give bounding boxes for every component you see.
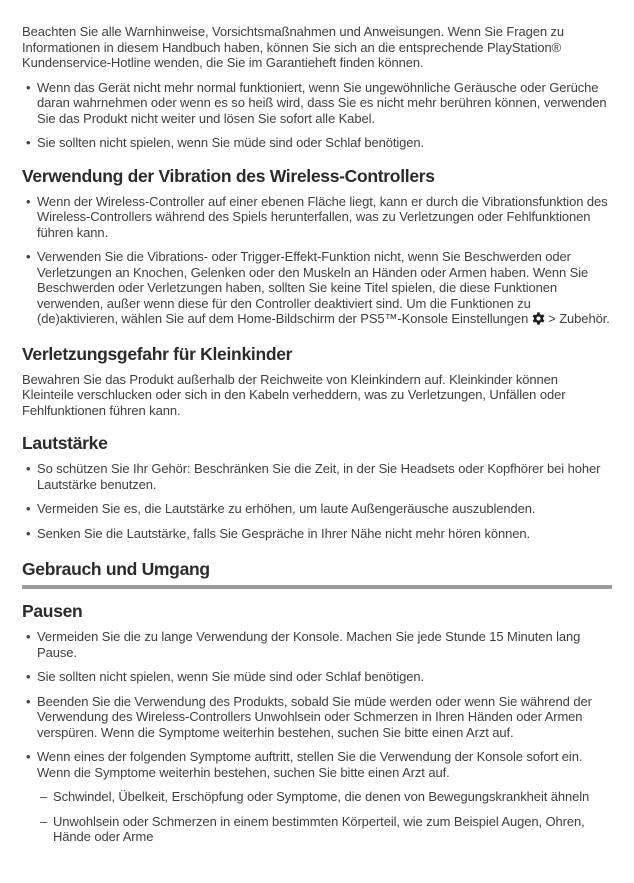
bullet-marker: • bbox=[26, 193, 31, 209]
intro-paragraph: Beachten Sie alle Warnhinweise, Vorsichtsmaßnahmen und Anweisungen. Wenn Sie Fragen zu Informationen in diesem Handbuch haben, können Sie sich an die entsprechende PlayStation® Kundenservice-Hotline wenden, die Sie im Garantieheft finden können. bbox=[22, 24, 565, 70]
sub-list-item-text: Schwindel, Übelkeit, Erschöpfung oder Symptome, die denen von Bewegungskrankheit ähneln bbox=[53, 789, 590, 804]
list-item bbox=[26, 80, 612, 127]
list-item-text: Beenden Sie die Verwendung des Produkts, sobald Sie müde werden oder wenn Sie während der Verwendung des Wireless-Controllers Unwohlsein oder Schmerzen in Ihren Händen oder Armen verspüren. Wenn die Symptome weiterhin bestehen, suchen Sie bitte einen Arzt auf. bbox=[37, 693, 592, 740]
bullet-marker: • bbox=[26, 461, 31, 476]
list-item bbox=[26, 629, 612, 660]
bullet-marker: • bbox=[26, 669, 31, 684]
list-item-text: So schützen Sie Ihr Gehör: Beschränken Sie die Zeit, in der Sie Headsets oder Kopfhörer bei hoher Lautstärke benutzen. bbox=[37, 461, 601, 492]
list-item-text: Vermeiden Sie die zu lange Verwendung der Konsole. Machen Sie jede Stunde 15 Minuten lang Pause. bbox=[37, 629, 581, 660]
section-heading-vibration: Verwendung der Vibration des Wireless-Controllers bbox=[22, 165, 435, 186]
list-item bbox=[26, 694, 612, 741]
kleinkinder-paragraph: Bewahren Sie das Produkt außerhalb der Reichweite von Kleinkindern auf. Kleinkinder können Kleinteile verschlucken oder sich in den Kabeln verheddern, was zu Verletzungen, Unfällen oder Fehlfunktionen führen kann. bbox=[22, 371, 566, 418]
section-heading-lautstaerke: Lautstärke bbox=[22, 433, 108, 453]
list-item bbox=[26, 135, 612, 151]
sub-list-item bbox=[40, 789, 612, 805]
list-item bbox=[26, 669, 612, 685]
list-item-text: Sie sollten nicht spielen, wenn Sie müde sind oder Schlaf benötigen. bbox=[37, 669, 425, 684]
list-item bbox=[26, 461, 612, 492]
chapter-heading-gebrauch: Gebrauch und Umgang bbox=[22, 559, 210, 579]
section-heading-kleinkinder: Verletzungsgefahr für Kleinkinder bbox=[22, 343, 293, 364]
list-item-text: Wenn das Gerät nicht mehr normal funktioniert, wenn Sie ungewöhnliche Geräusche oder Gerüche daran wahrnehmen oder wenn es so heiß wird, dass Sie es nicht mehr berühren können, verwenden Sie das Produkt nicht weiter und lösen Sie sofort alle Kabel. bbox=[37, 79, 607, 126]
bullet-marker: • bbox=[26, 249, 31, 264]
list-item bbox=[26, 501, 612, 517]
section-divider-rule bbox=[22, 585, 612, 589]
sub-list-item bbox=[40, 814, 612, 845]
bullet-marker: • bbox=[26, 629, 31, 644]
dash-marker: – bbox=[40, 813, 48, 829]
bullet-marker: • bbox=[26, 749, 31, 764]
list-item-text-before-icon: Verwenden Sie die Vibrations- oder Trigger-Effekt-Funktion nicht, wenn Sie Beschwerden oder Verletzungen an Knochen, Gelenken oder den Muskeln an Händen oder Armen haben. Wenn Sie Beschwerden oder Verletzungen haben, sollten Sie keine Titel spielen, die diese Funktionen verwenden, außer wenn diese für den Controller deaktiviert sind. Um die Funktionen zu (de)aktivieren, wählen Sie auf dem Home-Bildschirm der PS5™-Konsole Einstellungen bbox=[37, 249, 589, 326]
bullet-marker: • bbox=[26, 693, 31, 709]
list-item-text: Wenn eines der folgenden Symptome auftritt, stellen Sie die Verwendung der Konsole sofort ein. Wenn die Symptome weiterhin bestehen, suchen Sie bitte einen Arzt auf. bbox=[37, 749, 583, 780]
list-item-text: Senken Sie die Lautstärke, falls Sie Gespräche in Ihrer Nähe nicht mehr hören können. bbox=[37, 525, 531, 541]
list-item bbox=[26, 526, 612, 542]
bullet-marker: • bbox=[26, 79, 31, 95]
dash-marker: – bbox=[40, 789, 48, 804]
list-item-text bbox=[37, 249, 612, 329]
section-heading-pausen: Pausen bbox=[22, 601, 83, 621]
settings-gear-icon bbox=[532, 312, 545, 329]
list-item-text: Sie sollten nicht spielen, wenn Sie müde sind oder Schlaf benötigen. bbox=[37, 135, 425, 150]
sub-list-item-text: Unwohlsein oder Schmerzen in einem bestimmten Körperteil, wie zum Beispiel Augen, Ohren, Hände oder Arme bbox=[53, 813, 585, 844]
list-item-text: Wenn der Wireless-Controller auf einer ebenen Fläche liegt, kann er durch die Vibrationsfunktion des Wireless-Controllers während des Spiels herunterfallen, was zu Verletzungen oder Fehlfunktionen führen kann. bbox=[37, 193, 608, 240]
bullet-marker: • bbox=[26, 525, 31, 541]
bullet-marker: • bbox=[26, 135, 31, 150]
list-item bbox=[26, 194, 612, 241]
bullet-marker: • bbox=[26, 501, 31, 516]
list-item bbox=[26, 249, 612, 329]
list-item-text: Vermeiden Sie es, die Lautstärke zu erhöhen, um laute Außengeräusche auszublenden. bbox=[37, 501, 536, 516]
list-item bbox=[26, 749, 612, 780]
list-item-text-after-icon: > Zubehör. bbox=[548, 311, 610, 326]
